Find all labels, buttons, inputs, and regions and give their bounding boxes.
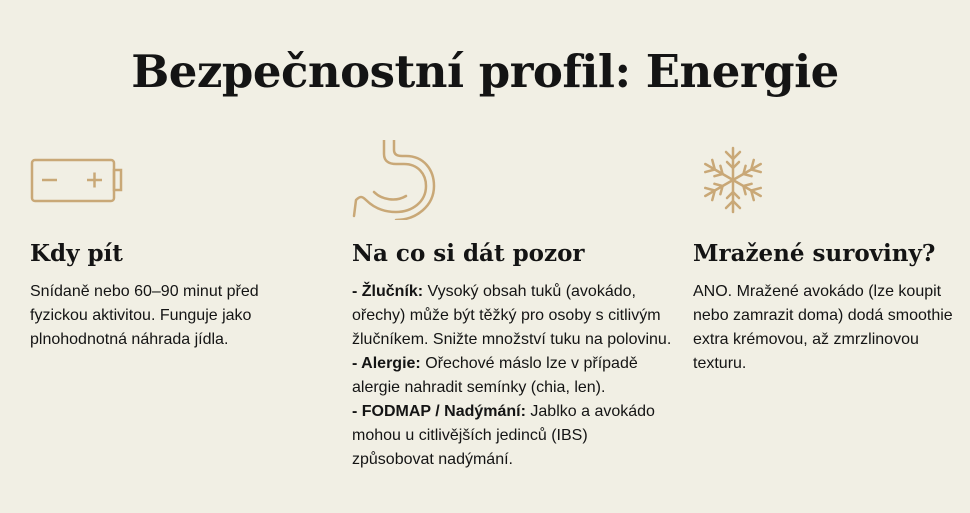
- warning-fodmap: [352, 400, 672, 472]
- warning-allergy: [352, 352, 672, 400]
- warning-label: - Alergie:: [352, 355, 421, 372]
- section-text: Snídaně nebo 60–90 minut před fyzickou aktivitou. Funguje jako plnohodnotná náhrada jídla.: [30, 283, 259, 348]
- section-text: ANO. Mražené avokádo (lze koupit nebo zamrazit doma) dodá smoothie extra krémovou, až zmrzlinovou texturu.: [693, 283, 953, 372]
- page-title: Bezpečnostní profil: Energie: [131, 45, 839, 99]
- warning-text: Jablko a avokádo mohou u citlivějších jedinců (IBS) způsobovat nadýmání.: [352, 403, 655, 468]
- warning-label: - FODMAP / Nadýmání:: [352, 403, 526, 420]
- section-heading: Kdy pít: [30, 240, 123, 267]
- section-when-to-drink: [30, 140, 320, 352]
- snowflake-icon: [693, 140, 963, 220]
- warning-gallbladder: [352, 280, 672, 352]
- section-heading: Na co si dát pozor: [352, 240, 585, 267]
- warning-text: Ořechové máslo lze v případě alergie nahradit semínky (chia, len).: [352, 355, 638, 396]
- section-caution: [352, 140, 672, 472]
- section-frozen: [693, 140, 963, 376]
- battery-icon: [30, 140, 320, 220]
- warning-text: Vysoký obsah tuků (avokádo, ořechy) může být těžký pro osoby s citlivým žlučníkem. Snižte množství tuku na polovinu.: [352, 283, 672, 348]
- warning-label: - Žlučník:: [352, 283, 424, 300]
- stomach-icon: [352, 140, 672, 220]
- section-heading: Mražené suroviny?: [693, 240, 936, 267]
